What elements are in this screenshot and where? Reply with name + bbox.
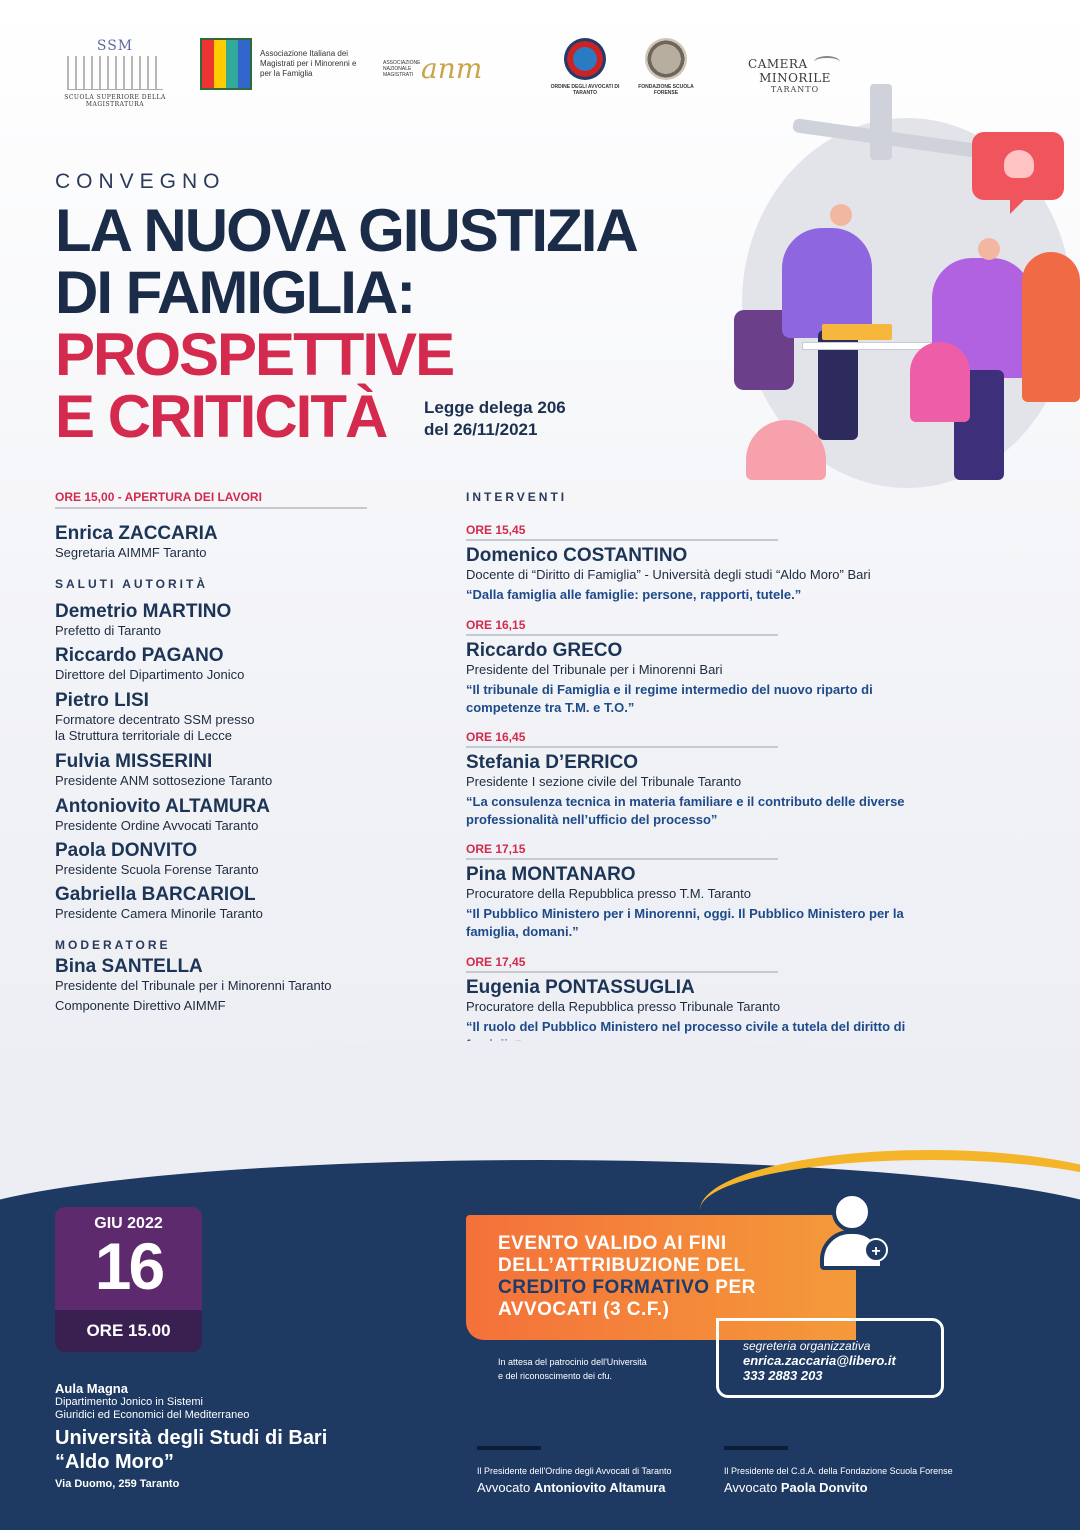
- talk-item: ORE 16,15 Riccardo GRECO Presidente del Tribunale per i Minorenni Bari “Il tribunale di Famiglia e il regime intermedio del nuovo riparto di competenze tra T.M. e T.O.”: [466, 618, 873, 715]
- title-line-3: PROSPETTIVE: [55, 321, 454, 388]
- segreteria-phone[interactable]: 333 2883 203: [743, 1368, 823, 1383]
- judge-figure: [782, 228, 872, 338]
- ordine-caption: ORDINE DEGLI AVVOCATI DI TARANTO: [550, 84, 620, 96]
- moderatore: Bina SANTELLA Presidente del Tribunale per i Minorenni Taranto Componente Direttivo AIMMF: [55, 956, 332, 1013]
- divider: [55, 507, 367, 509]
- aimmf-emblem-icon: [200, 38, 252, 90]
- moderatore-label: MODERATORE: [55, 938, 171, 952]
- opener: Enrica ZACCARIA Segretaria AIMMF Taranto: [55, 523, 218, 560]
- saluto-item: Pietro LISI Formatore decentrato SSM presso la Struttura territoriale di Lecce: [55, 690, 255, 743]
- ordine-seal-icon: [564, 38, 606, 80]
- event-hour: ORE 15.00: [55, 1310, 202, 1352]
- credit-banner: EVENTO VALIDO AI FINI DELL’ATTRIBUZIONE DEL CREDITO FORMATIVO PER AVVOCATI (3 C.F.): [466, 1215, 856, 1340]
- title-line-2: DI FAMIGLIA:: [55, 259, 415, 326]
- family-justice-illustration: [722, 80, 1080, 500]
- saluto-item: Gabriella BARCARIOL Presidente Camera Minorile Taranto: [55, 884, 263, 921]
- ssm-caption: SCUOLA SUPERIORE DELLA MAGISTRATURA: [64, 94, 166, 108]
- segreteria-box: segreteria organizzativa enrica.zaccaria@libero.it 333 2883 203: [716, 1318, 944, 1398]
- broken-heart-icon: [1004, 150, 1034, 178]
- talk-item: ORE 15,45 Domenico COSTANTINO Docente di “Diritto di Famiglia” - Università degli studi “Aldo Moro” Bari “Dalla famiglia alle famiglie: persone, rapporti, tutele.”: [466, 523, 871, 602]
- ssm-mark: SSM: [96, 38, 134, 54]
- add-user-icon: +: [820, 1190, 890, 1270]
- anm-logo: [383, 52, 482, 85]
- segreteria-email[interactable]: enrica.zaccaria@libero.it: [743, 1353, 896, 1368]
- eagle-icon: [814, 56, 840, 68]
- date-badge: [55, 1207, 202, 1352]
- fondazione-caption: FONDAZIONE SCUOLA FORENSE: [638, 84, 694, 96]
- camera-city: TARANTO: [770, 85, 820, 94]
- ssm-logo: [50, 38, 180, 108]
- signature-ordine: Il Presidente dell'Ordine degli Avvocati di Taranto Avvocato Antoniovito Altamura: [477, 1446, 672, 1495]
- title-line-1: LA NUOVA GIUSTIZIA: [55, 197, 637, 264]
- aimmf-logo: [200, 38, 370, 90]
- aimmf-text: Associazione Italiana dei Magistrati per i Minorenni e per la Famiglia: [260, 49, 357, 78]
- talk-item: ORE 16,45 Stefania D’ERRICO Presidente I sezione civile del Tribunale Taranto “La consulenza tecnica in materia familiare e il contributo delle diverse professionalità nell’ufficio del processo”: [466, 730, 905, 827]
- scale-post: [870, 84, 892, 160]
- child-figure: [910, 342, 970, 422]
- parent2-figure: [1022, 252, 1080, 402]
- signature-fondazione: Il Presidente del C.d.A. della Fondazione Scuola Forense Avvocato Paola Donvito: [724, 1446, 953, 1495]
- saluto-item: Fulvia MISSERINI Presidente ANM sottosezione Taranto: [55, 751, 273, 788]
- saluto-item: Riccardo PAGANO Direttore del Dipartimento Jonico: [55, 645, 245, 682]
- building-icon: [67, 56, 163, 90]
- interventi-label: INTERVENTI: [466, 490, 568, 504]
- camera-left: CAMERA: [748, 57, 808, 71]
- talk-item: ORE 17,45 Eugenia PONTASSUGLIA Procuratore della Repubblica presso Tribunale Taranto “Il ruolo del Pubblico Ministero nel processo civile a tutela del diritto di: [466, 955, 906, 1034]
- opening-time: ORE 15,00 - APERTURA DEI LAVORI: [55, 490, 262, 504]
- anm-wordmark: anm: [421, 52, 483, 85]
- talk-item: ORE 17,15 Pina MONTANARO Procuratore della Repubblica presso T.M. Taranto “Il Pubblico Ministero per i Minorenni, oggi. Il Pubblico Ministero per la famiglia, domani.”: [466, 842, 904, 939]
- patrocinio-note: In attesa del patrocinio dell'Università e del riconoscimento dei cfu.: [498, 1357, 647, 1381]
- fondazione-logo: [636, 38, 696, 96]
- event-month: GIU 2022: [94, 1215, 163, 1232]
- ordine-avvocati-logo: [548, 38, 622, 96]
- saluti-label: SALUTI AUTORITÀ: [55, 577, 208, 591]
- camera-right: MINORILE: [759, 71, 831, 85]
- saluto-item: Paola DONVITO Presidente Scuola Forense Taranto: [55, 840, 259, 877]
- event-day: 16: [94, 1229, 163, 1303]
- saluto-item: Antoniovito ALTAMURA Presidente Ordine Avvocati Taranto: [55, 796, 270, 833]
- legge-delega: Legge delega 206 del 26/11/2021: [424, 398, 566, 439]
- title-line-4: E CRITICITÀ: [55, 383, 387, 450]
- venue-block: Aula Magna Dipartimento Jonico in Sistemi Giuridici ed Economici del Mediterraneo Università degli Studi di Bari “Aldo Moro” Via Duomo, 259 Taranto: [55, 1381, 328, 1490]
- fondazione-coin-icon: [645, 38, 687, 80]
- convegno-kicker: CONVEGNO: [55, 170, 226, 193]
- books-shape: [822, 324, 892, 340]
- anm-small-text: ASSOCIAZIONE NAZIONALE MAGISTRATI: [383, 59, 421, 78]
- saluto-item: Demetrio MARTINO Prefetto di Taranto: [55, 601, 232, 638]
